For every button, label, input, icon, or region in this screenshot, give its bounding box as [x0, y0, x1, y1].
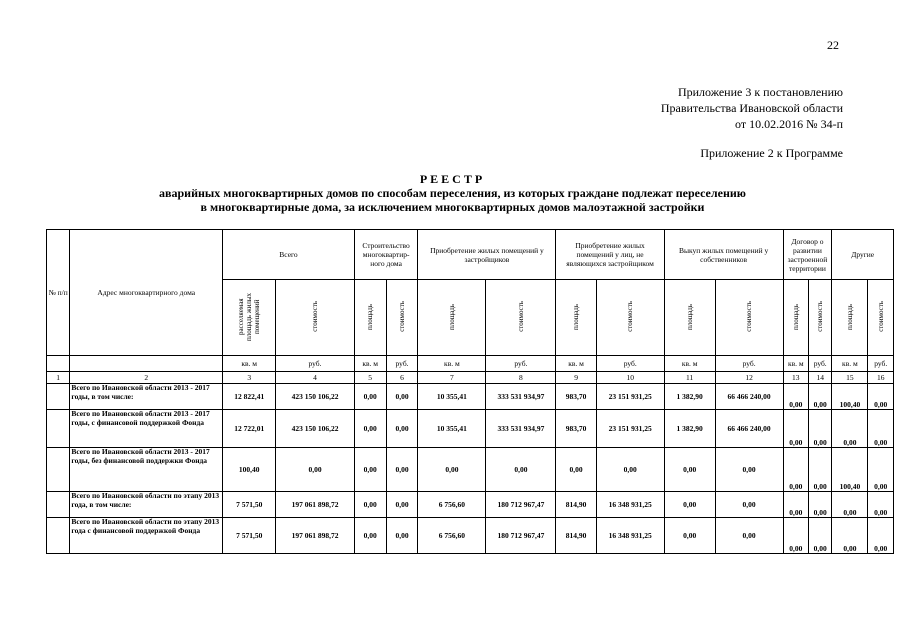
value-cell: 0,00	[418, 448, 486, 492]
group-header-total: Всего	[223, 230, 355, 280]
data-rows	[47, 384, 894, 554]
sub-header-cell	[596, 280, 664, 356]
sub-header-cell	[556, 280, 596, 356]
value-cell: 10 355,41	[418, 410, 486, 448]
sub-header-cell	[868, 280, 894, 356]
sub-header: стоимость	[516, 301, 525, 332]
value-cell: 0,00	[354, 384, 386, 410]
table-row	[47, 448, 894, 492]
row-label: Всего по Ивановской области 2013 - 2017 годы, с финансовой поддержкой Фонда	[70, 410, 223, 448]
value-cell: 423 150 106,22	[276, 384, 355, 410]
unit-cell: руб.	[715, 356, 783, 372]
value-cell: 0,00	[386, 410, 418, 448]
row-number-cell	[47, 410, 70, 448]
unit-cell: руб.	[486, 356, 556, 372]
column-number: 5	[354, 372, 386, 384]
sub-header-cell	[783, 280, 808, 356]
value-cell: 23 151 931,25	[596, 410, 664, 448]
row-number-cell	[47, 384, 70, 410]
header-row-groups	[47, 230, 894, 280]
value-cell: 0,00	[386, 448, 418, 492]
table-row	[47, 492, 894, 518]
value-cell: 333 531 934,97	[486, 410, 556, 448]
unit-cell: кв. м	[832, 356, 868, 372]
table-row	[47, 384, 894, 410]
value-cell: 0,00	[868, 448, 894, 492]
unit-cell: кв. м	[664, 356, 715, 372]
value-cell: 0,00	[868, 384, 894, 410]
value-cell: 0,00	[809, 492, 832, 518]
value-cell: 814,90	[556, 492, 596, 518]
row-number-cell	[47, 518, 70, 554]
column-number: 15	[832, 372, 868, 384]
unit-cell: кв. м	[354, 356, 386, 372]
value-cell: 0,00	[715, 518, 783, 554]
column-number: 2	[70, 372, 223, 384]
row-label: Всего по Ивановской области по этапу 2013 года с финансовой поддержкой Фонда	[70, 518, 223, 554]
value-cell: 0,00	[354, 410, 386, 448]
row-number-cell	[47, 492, 70, 518]
group-header-other: Другие	[832, 230, 894, 280]
appendix-line-1: Приложение 3 к постановлению	[677, 85, 843, 99]
column-number: 4	[276, 372, 355, 384]
appendix-line-4: Приложение 2 к Программе	[700, 146, 843, 160]
value-cell: 100,40	[832, 384, 868, 410]
column-number: 1	[47, 372, 70, 384]
sub-header: площадь	[791, 303, 800, 330]
sub-header-cell	[276, 280, 355, 356]
column-number: 10	[596, 372, 664, 384]
unit-cell: руб.	[596, 356, 664, 372]
value-cell: 0,00	[783, 518, 808, 554]
group-header-purchase-developers: Приобретение жилых помещений у застройщиков	[418, 230, 556, 280]
row-number-cell	[47, 448, 70, 492]
col-header-no: № п/п	[47, 230, 70, 356]
row-label: Всего по Ивановской области 2013 - 2017 годы, в том числе:	[70, 384, 223, 410]
unit-empty	[70, 356, 223, 372]
sub-header: площадь	[447, 303, 456, 330]
column-number: 3	[223, 372, 276, 384]
sub-header: площадь	[366, 303, 375, 330]
value-cell: 1 382,90	[664, 384, 715, 410]
sub-header: стоимость	[876, 301, 885, 332]
value-cell: 423 150 106,22	[276, 410, 355, 448]
value-cell: 0,00	[783, 410, 808, 448]
sub-header-cell	[809, 280, 832, 356]
value-cell: 66 466 240,00	[715, 384, 783, 410]
value-cell: 6 756,60	[418, 518, 486, 554]
table-row	[47, 410, 894, 448]
unit-cell: кв. м	[223, 356, 276, 372]
row-label: Всего по Ивановской области по этапу 2013 года, в том числе:	[70, 492, 223, 518]
value-cell: 66 466 240,00	[715, 410, 783, 448]
unit-cell: кв. м	[418, 356, 486, 372]
sub-header-cell	[664, 280, 715, 356]
row-label: Всего по Ивановской области 2013 - 2017 годы, без финансовой поддержки Фонда	[70, 448, 223, 492]
value-cell: 0,00	[664, 518, 715, 554]
value-cell: 0,00	[868, 492, 894, 518]
document-title: РЕЕСТР	[419, 172, 486, 186]
sub-header-cell	[354, 280, 386, 356]
column-number: 14	[809, 372, 832, 384]
sub-header: стоимость	[311, 301, 319, 332]
sub-header-cell	[486, 280, 556, 356]
value-cell: 7 571,50	[223, 518, 276, 554]
value-cell: 0,00	[832, 518, 868, 554]
value-cell: 100,40	[223, 448, 276, 492]
sub-header: площадь	[845, 303, 854, 330]
group-header-purchase-non-developers: Приобретение жилых помещений у лиц, не являющихся застройщиком	[556, 230, 664, 280]
value-cell: 197 061 898,72	[276, 518, 355, 554]
value-cell: 0,00	[386, 492, 418, 518]
value-cell: 100,40	[832, 448, 868, 492]
value-cell: 1 382,90	[664, 410, 715, 448]
sub-header: стоимость	[626, 301, 635, 332]
unit-cell: руб.	[386, 356, 418, 372]
value-cell: 814,90	[556, 518, 596, 554]
sub-header-cell	[418, 280, 486, 356]
column-number: 13	[783, 372, 808, 384]
appendix-line-2: Правительства Ивановской области	[660, 101, 843, 115]
value-cell: 0,00	[809, 384, 832, 410]
column-number: 11	[664, 372, 715, 384]
sub-header: площадь	[685, 303, 694, 330]
value-cell: 0,00	[596, 448, 664, 492]
document-subtitle-2: в многоквартирные дома, за исключением многоквартирных домов малоэтажной застройки	[200, 200, 705, 214]
value-cell: 0,00	[556, 448, 596, 492]
sub-header-cell	[386, 280, 418, 356]
group-header-buyout: Выкуп жилых помещений у собственников	[664, 230, 783, 280]
value-cell: 0,00	[832, 410, 868, 448]
value-cell: 983,70	[556, 384, 596, 410]
document-subtitle-1: аварийных многоквартирных домов по способам переселения, из которых граждане подлежат переселению	[159, 186, 746, 200]
value-cell: 0,00	[715, 448, 783, 492]
sub-header-cell	[715, 280, 783, 356]
value-cell: 180 712 967,47	[486, 492, 556, 518]
group-header-development-contract: Договор о развитии застроенной территории	[783, 230, 832, 280]
column-number: 8	[486, 372, 556, 384]
unit-cell: кв. м	[556, 356, 596, 372]
value-cell: 0,00	[832, 492, 868, 518]
value-cell: 333 531 934,97	[486, 384, 556, 410]
value-cell: 0,00	[486, 448, 556, 492]
unit-cell: руб.	[868, 356, 894, 372]
column-number: 16	[868, 372, 894, 384]
units-row	[47, 356, 894, 372]
value-cell: 0,00	[386, 518, 418, 554]
unit-cell: руб.	[276, 356, 355, 372]
page-number: 22	[827, 38, 839, 52]
value-cell: 10 355,41	[418, 384, 486, 410]
column-numbers-row	[47, 372, 894, 384]
unit-cell: руб.	[809, 356, 832, 372]
appendix-line-3: от 10.02.2016 № 34-п	[735, 117, 843, 131]
sub-header: стоимость	[816, 301, 825, 332]
sub-header-cell	[223, 280, 276, 356]
value-cell: 0,00	[783, 448, 808, 492]
table-row	[47, 518, 894, 554]
value-cell: 7 571,50	[223, 492, 276, 518]
value-cell: 180 712 967,47	[486, 518, 556, 554]
value-cell: 0,00	[664, 448, 715, 492]
sub-header-cell	[832, 280, 868, 356]
value-cell: 0,00	[783, 384, 808, 410]
column-number: 12	[715, 372, 783, 384]
sub-header: стоимость	[745, 301, 754, 332]
value-cell: 0,00	[386, 384, 418, 410]
value-cell: 0,00	[783, 492, 808, 518]
group-header-construction: Строительство многоквартир-ного дома	[354, 230, 418, 280]
unit-empty	[47, 356, 70, 372]
value-cell: 0,00	[664, 492, 715, 518]
value-cell: 0,00	[354, 448, 386, 492]
value-cell: 983,70	[556, 410, 596, 448]
value-cell: 197 061 898,72	[276, 492, 355, 518]
value-cell: 12 722,01	[223, 410, 276, 448]
value-cell: 0,00	[809, 448, 832, 492]
value-cell: 0,00	[354, 492, 386, 518]
value-cell: 0,00	[809, 410, 832, 448]
value-cell: 16 348 931,25	[596, 518, 664, 554]
value-cell: 12 822,41	[223, 384, 276, 410]
value-cell: 23 151 931,25	[596, 384, 664, 410]
value-cell: 0,00	[868, 410, 894, 448]
sub-header: расселяемая площадь жилых помещений	[237, 292, 262, 341]
sub-header: площадь	[572, 303, 581, 330]
column-number: 9	[556, 372, 596, 384]
column-number: 6	[386, 372, 418, 384]
registry-table	[46, 229, 894, 554]
value-cell: 0,00	[809, 518, 832, 554]
value-cell: 16 348 931,25	[596, 492, 664, 518]
value-cell: 6 756,60	[418, 492, 486, 518]
unit-cell: кв. м	[783, 356, 808, 372]
value-cell: 0,00	[276, 448, 355, 492]
value-cell: 0,00	[868, 518, 894, 554]
sub-header: стоимость	[398, 301, 407, 332]
col-header-address: Адрес многоквартирного дома	[70, 230, 223, 356]
column-number: 7	[418, 372, 486, 384]
value-cell: 0,00	[715, 492, 783, 518]
value-cell: 0,00	[354, 518, 386, 554]
